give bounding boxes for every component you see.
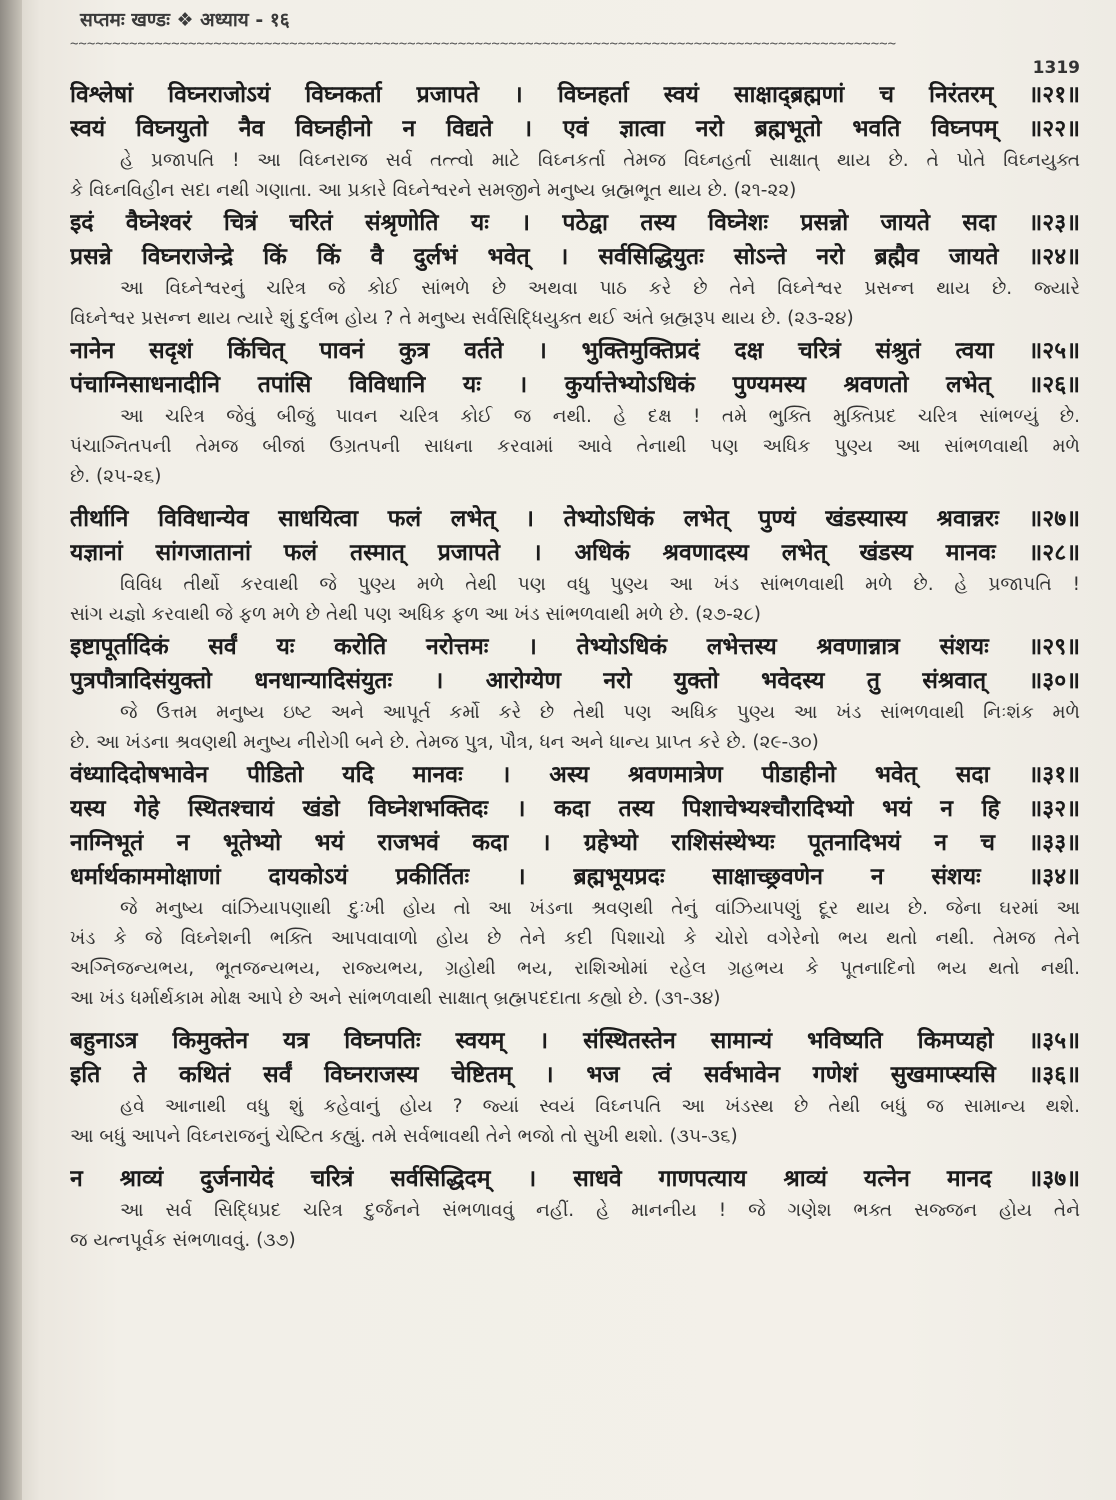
gujarati-translation: કે વિઘ્નવિહીન સદા નથી ગણાતા. આ પ્રકારે વિઘ્નેશ્વરને સમજીને મનુષ્ય બ્રહ્મભૂત થાય છે. (૨૧-૨૨): [70, 180, 797, 201]
sanskrit-verse: न श्राव्यं दुर्जनायेदं चरित्रं सर्वसिद्धिदम् । साधवे गाणपत्याय श्राव्यं यत्नेन मानद ॥३७॥: [70, 1166, 1080, 1192]
sanskrit-verse: इति ते कथितं सर्वं विघ्नराजस्य चेष्टितम् । भज त्वं सर्वभावेन गणेशं सुखमाप्स्यसि ॥३६॥: [70, 1062, 1080, 1088]
block-gap: [70, 1014, 1080, 1024]
sanskrit-verse: धर्मार्थकाममोक्षाणां दायकोऽयं प्रकीर्तितः । ब्रह्मभूयप्रदः साक्षाच्छ्रवणेन न संशयः ॥३४॥: [70, 864, 1080, 890]
sanskrit-verse: यज्ञानां सांगजातानां फलं तस्मात् प्रजापते । अधिकं श्रवणादस्य लभेत् खंडस्य मानवः ॥२८॥: [70, 540, 1080, 566]
verse-block: [70, 78, 1080, 206]
sanskrit-verse: पंचाग्निसाधनादीनि तपांसि विविधानि यः । कुर्यात्तेभ्योऽधिकं पुण्यमस्य श्रवणतो लभेत् ॥२६॥: [70, 372, 1080, 398]
book-spine: [0, 0, 22, 1500]
gujarati-translation: જે મનુષ્ય વાંઝિયાપણાથી દુઃખી હોય તો આ ખંડના શ્રવણથી તેનું વાંઝિયાપણું દૂર થાય છે. જેના ઘરમાં આ: [120, 898, 1080, 919]
gujarati-translation: વિવિધ તીર્થો કરવાથી જે પુણ્ય મળે તેથી પણ વધુ પુણ્ય આ ખંડ સાંભળવાથી મળે છે. હે પ્રજાપતિ !: [120, 574, 1080, 595]
verse-block: [70, 758, 1080, 1014]
header-rule: ~~~~~~~~~~~~~~~~~~~~~~~~~~~~~~~~~~~~~~~~~~~~~~~~~~~~~~~~~~~~~~~~~~~~~~~~~~~~~~~~~~~~~~~~~~~~~~~~~~: [70, 36, 897, 46]
gujarati-translation: આ બધું આપને વિઘ્નરાજનું ચેષ્ટિત કહ્યું. તમે સર્વભાવથી તેને ભજો તો સુખી થશો. (૩૫-૩૬): [70, 1126, 738, 1147]
sanskrit-verse: बहुनाऽत्र किमुक्तेन यत्र विघ्नपतिः स्वयम् । संस्थितस्तेन सामान्यं भविष्यति किमप्यहो ॥३५॥: [70, 1028, 1080, 1054]
page-number-wrap: [70, 0, 1080, 90]
gujarati-translation: જે ઉત્તમ મનુષ્ય ઇષ્ટ અને આપૂર્ત કર્મો કરે છે તેથી પણ અધિક પુણ્ય આ ખંડ સાંભળવાથી નિઃશંક મળે: [120, 702, 1080, 723]
gujarati-translation: આ ચરિત્ર જેવું બીજું પાવન ચરિત્ર કોઈ જ નથી. હે દક્ષ ! તમે ભુક્તિ મુક્તિપ્રદ ચરિત્ર સાંભળ્યું છે.: [120, 406, 1080, 427]
block-gap: [70, 1152, 1080, 1162]
sanskrit-verse: प्रसन्ने विघ्नराजेन्द्रे किं किं वै दुर्लभं भवेत् । सर्वसिद्धियुतः सोऽन्ते नरो ब्रह्मैव जायते ॥२४॥: [70, 244, 1080, 270]
gujarati-translation: પંચાગ્નિતપની તેમજ બીજાં ઉગ્રતપની સાધના કરવામાં આવે તેનાથી પણ અધિક પુણ્ય આ સાંભળવાથી મળે: [70, 436, 1080, 457]
sanskrit-verse: स्वयं विघ्नयुतो नैव विघ्नहीनो न विद्यते । एवं ज्ञात्वा नरो ब्रह्मभूतो भवति विघ्नपम् ॥२२॥: [70, 116, 1080, 142]
running-head: सप्तमः खण्डः ❖ अध्याय - १६: [80, 9, 290, 31]
sanskrit-verse: विश्लेषां विघ्नराजोऽयं विघ्नकर्ता प्रजापते । विघ्नहर्ता स्वयं साक्षाद्ब्रह्मणां च निरंतरम् ॥२१॥: [70, 82, 1080, 108]
gujarati-translation: આ વિઘ્નેશ્વરનું ચરિત્ર જે કોઈ સાંભળે છે અથવા પાઠ કરે છે તેને વિઘ્નેશ્વર પ્રસન્ન થાય છે. જ્યારે: [120, 278, 1080, 299]
gujarati-translation: હવે આનાથી વધુ શું કહેવાનું હોય ? જ્યાં સ્વયં વિઘ્નપતિ આ ખંડસ્થ છે તેથી બધું જ સામાન્ય થશે.: [120, 1096, 1080, 1117]
sanskrit-verse: नानेन सदृशं किंचित् पावनं कुत्र वर्तते । भुक्तिमुक्तिप्रदं दक्ष चरित्रं संश्रुतं त्वया ॥२५॥: [70, 338, 1080, 364]
page-number: 1319: [1032, 58, 1080, 78]
sanskrit-verse: यस्य गेहे स्थितश्चायं खंडो विघ्नेशभक्तिदः । कदा तस्य पिशाचेभ्यश्चौरादिभ्यो भयं न हि ॥३२॥: [70, 796, 1080, 822]
gujarati-translation: હે પ્રજાપતિ ! આ વિઘ્નરાજ સર્વ તત્ત્વો માટે વિઘ્નકર્તા તેમજ વિઘ્નહર્તા સાક્ષાત્ થાય છે. તે પોતે વિઘ્નયુક્ત: [120, 150, 1080, 171]
sanskrit-verse: इदं वैघ्नेश्वरं चित्रं चरितं संश्रृणोति यः । पठेद्वा तस्य विघ्नेशः प्रसन्नो जायते सदा ॥२३॥: [70, 210, 1080, 236]
verse-block: [70, 1024, 1080, 1152]
gujarati-translation: આ સર્વ સિદ્ધિપ્રદ ચરિત્ર દુર્જનને સંભળાવવું નહીં. હે માનનીય ! જે ગણેશ ભક્ત સજ્જન હોય તેને: [120, 1200, 1080, 1221]
page-body: [70, 78, 1080, 1256]
sanskrit-verse: पुत्रपौत्रादिसंयुक्तो धनधान्यादिसंयुतः । आरोग्येण नरो युक्तो भवेदस्य तु संश्रवात् ॥३०॥: [70, 668, 1080, 694]
verse-block: [70, 502, 1080, 630]
sanskrit-verse: इष्टापूर्तादिकं सर्वं यः करोति नरोत्तमः । तेभ्योऽधिकं लभेत्तस्य श्रवणान्नात्र संशयः ॥२९॥: [70, 634, 1080, 660]
sanskrit-verse: तीर्थानि विविधान्येव साधयित्वा फलं लभेत् । तेभ्योऽधिकं लभेत् पुण्यं खंडस्यास्य श्रवान्नरः ॥२७॥: [70, 506, 1080, 532]
verse-block: [70, 630, 1080, 758]
block-gap: [70, 492, 1080, 502]
gujarati-translation: સાંગ યજ્ઞો કરવાથી જે ફળ મળે છે તેથી પણ અધિક ફળ આ ખંડ સાંભળવાથી મળે છે. (૨૭-૨૮): [70, 604, 762, 625]
gujarati-translation: છે. આ ખંડના શ્રવણથી મનુષ્ય નીરોગી બને છે. તેમજ પુત્ર, પૌત્ર, ધન અને ધાન્ય પ્રાપ્ત કરે છે. (૨૯-૩૦): [70, 732, 819, 753]
gujarati-translation: જ યત્નપૂર્વક સંભળાવવું. (૩૭): [70, 1230, 296, 1251]
sanskrit-verse: नाग्निभूतं न भूतेभ्यो भयं राजभवं कदा । ग्रहेभ्यो राशिसंस्थेभ्यः पूतनादिभयं न च ॥३३॥: [70, 830, 1080, 856]
gujarati-translation: ખંડ કે જે વિઘ્નેશની ભક્તિ આપવાવાળો હોય છે તેને કદી પિશાચો કે ચોરો વગેરેનો ભય થતો નથી. તેમજ તેને: [70, 928, 1080, 949]
gujarati-translation: છે. (૨૫-૨૬): [70, 466, 162, 487]
sanskrit-verse: वंध्यादिदोषभावेन पीडितो यदि मानवः । अस्य श्रवणमात्रेण पीडाहीनो भवेत् सदा ॥३१॥: [70, 762, 1080, 788]
verse-block: [70, 1162, 1080, 1256]
gujarati-translation: વિઘ્નેશ્વર પ્રસન્ન થાય ત્યારે શું દુર્લભ હોય ? તે મનુષ્ય સર્વસિદ્ધિયુક્ત થઈ અંતે બ્રહ્મરૂપ થાય છે. (૨૩-૨૪): [70, 308, 854, 329]
gujarati-translation: આ ખંડ ધર્માર્થકામ મોક્ષ આપે છે અને સાંભળવાથી સાક્ષાત્ બ્રહ્મપદદાતા કહ્યો છે. (૩૧-૩૪): [70, 988, 721, 1009]
gujarati-translation: અગ્નિજન્યભય, ભૂતજન્યભય, રાજ્યભય, ગ્રહોથી ભય, રાશિઓમાં રહેલ ગ્રહભય કે પૂતનાદિનો ભય થતો નથી.: [70, 958, 1080, 979]
verse-block: [70, 206, 1080, 334]
verse-block: [70, 334, 1080, 492]
